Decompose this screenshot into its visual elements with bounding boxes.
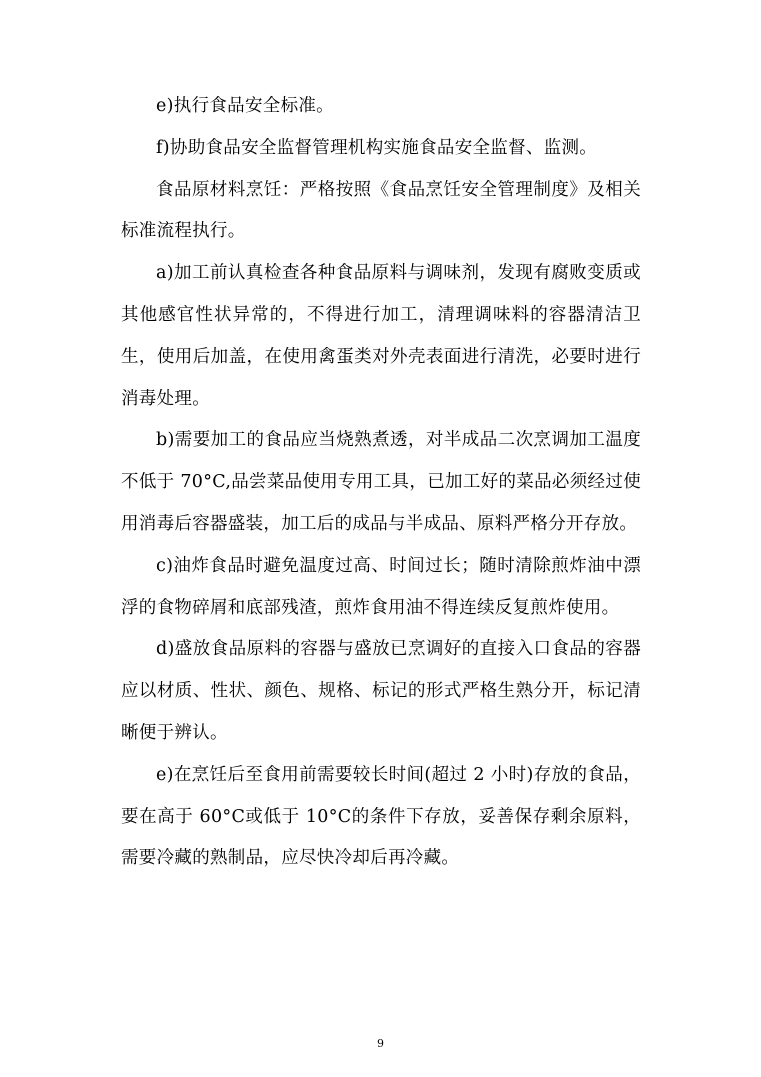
paragraph-cooking-rules: 食品原材料烹饪：严格按照《食品烹饪安全管理制度》及相关标准流程执行。 [121, 179, 641, 242]
paragraph-item-c: c)油炸食品时避免温度过高、时间过长；随时清除煎炸油中漂浮的食物碎屑和底部残渣，煎炸食用油不得连续反复煎炸使用。 [121, 555, 641, 618]
page-number: 9 [377, 1037, 384, 1050]
paragraph-item-b: b)需要加工的食品应当烧熟煮透，对半成品二次烹调加工温度不低于 70°C,品尝菜品使用专用工具，已加工好的菜品必须经过使用消毒后容器盛装，加工后的成品与半成品、原料严格分开存放。 [121, 430, 641, 534]
paragraph-assist-supervision: f)协助食品安全监督管理机构实施食品安全监督、监测。 [156, 137, 598, 158]
paragraph-item-e: e)在烹饪后至食用前需要较长时间(超过 2 小时)存放的食品，要在高于 60°C或低于 10°C的条件下存放，妥善保存剩余原料，需要冷藏的熟制品，应尽快冷却后再冷藏。 [121, 764, 641, 869]
document-body [121, 86, 641, 880]
paragraph-item-a: a)加工前认真检查各种食品原料与调味剂，发现有腐败变质或其他感官性状异常的，不得进行加工，清理调味料的容器清洁卫生，使用后加盖，在使用禽蛋类对外壳表面进行清洗，必要时进行消毒处理。 [121, 263, 641, 409]
paragraph-item-d: d)盛放食品原料的容器与盛放已烹调好的直接入口食品的容器应以材质、性状、颜色、规格、标记的形式严格生熟分开，标记清晰便于辨认。 [121, 639, 641, 743]
paragraph-standard: e)执行食品安全标准。 [156, 96, 334, 116]
